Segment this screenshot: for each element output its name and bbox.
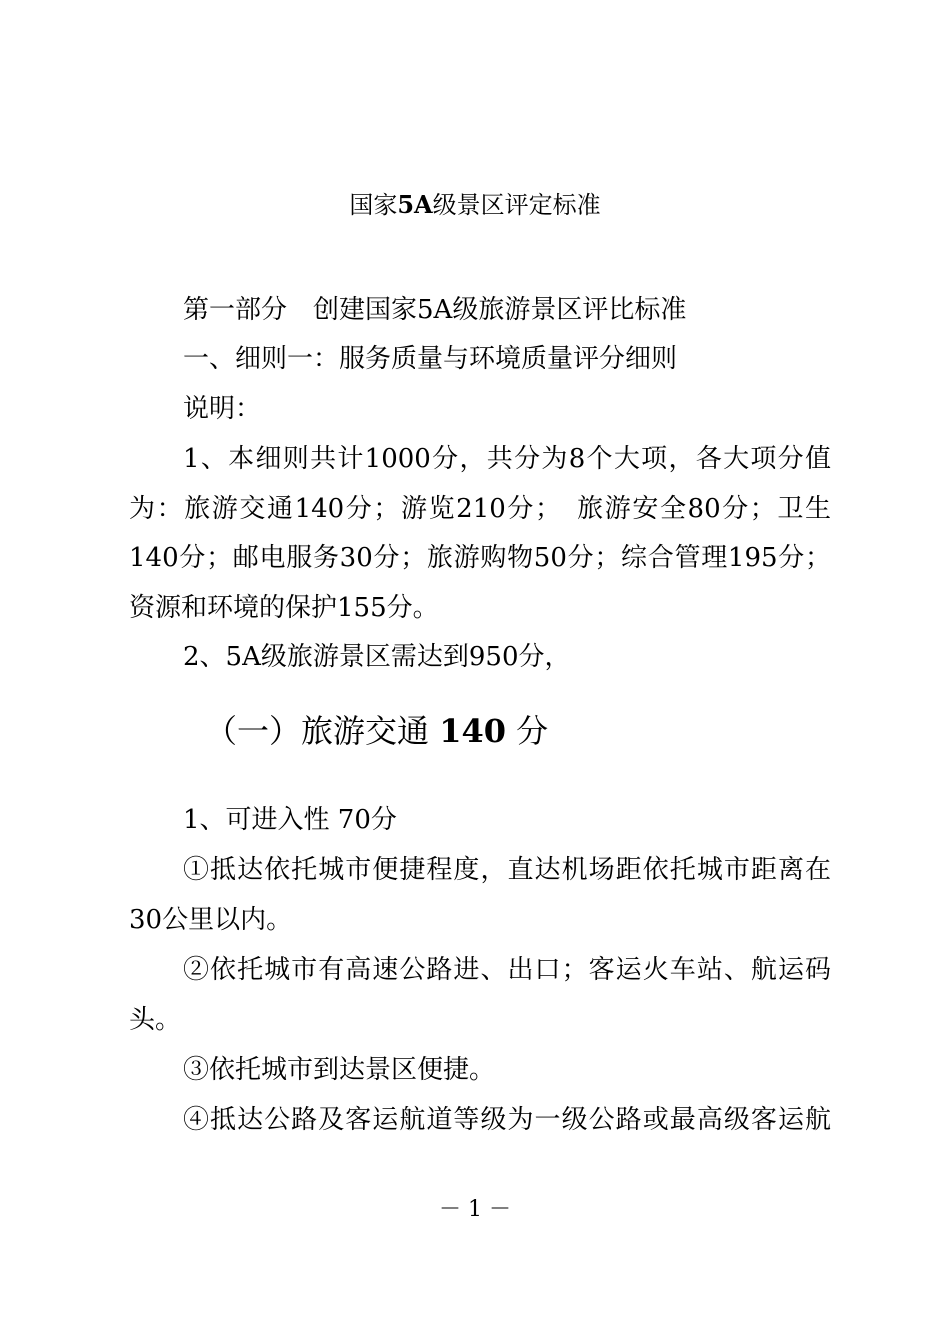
item-line: [183, 953, 831, 987]
title-prefix: 国家: [349, 191, 398, 219]
page-number: － 1 －: [439, 1197, 511, 1222]
item-line: [183, 853, 831, 887]
note1-line-3: 140分；邮电服务30分；旅游购物50分；综合管理195分；: [129, 543, 831, 573]
note1-line: [129, 541, 831, 575]
note1-line-1: 1、本细则共计1000分，共分为8个大项，各大项分值: [183, 444, 831, 474]
item-2-line-2: 头。: [129, 1005, 182, 1035]
note1-line-4: 资源和环境的保护155分。: [129, 593, 439, 623]
note1-line-2: 为：旅游交通140分；游览210分； 旅游安全80分；卫生: [129, 494, 831, 524]
note1-line: [129, 492, 831, 526]
document-title: [0, 188, 950, 222]
section-heading-score: 140: [439, 712, 506, 750]
note-label: 说明：: [183, 394, 262, 424]
part-heading: 第一部分 创建国家5A级旅游景区评比标准: [183, 295, 687, 325]
item-1-line-1: ①抵达依托城市便捷程度，直达机场距依托城市距离在: [183, 855, 831, 885]
item-1-line-2: 30公里以内。: [129, 905, 293, 935]
rule-heading: 一、细则一：服务质量与环境质量评分细则: [183, 344, 678, 374]
title-bold: 5A: [397, 190, 433, 219]
section-heading: [205, 708, 548, 754]
note1-line: [183, 442, 831, 476]
subsection-heading: 1、可进入性 70分: [183, 805, 397, 835]
item-line: [183, 1103, 831, 1137]
item-4-line-1: ④抵达公路及客运航道等级为一级公路或最高级客运航: [183, 1105, 831, 1135]
note2: 2、5A级旅游景区需达到950分，: [183, 642, 571, 672]
section-heading-text: （一）旅游交通: [205, 712, 430, 750]
section-heading-unit: 分: [516, 712, 549, 750]
title-suffix: 级景区评定标准: [432, 191, 601, 219]
item-3-line: ③依托城市到达景区便捷。: [183, 1055, 496, 1085]
item-2-line-1: ②依托城市有高速公路进、出口；客运火车站、航运码: [183, 955, 831, 985]
